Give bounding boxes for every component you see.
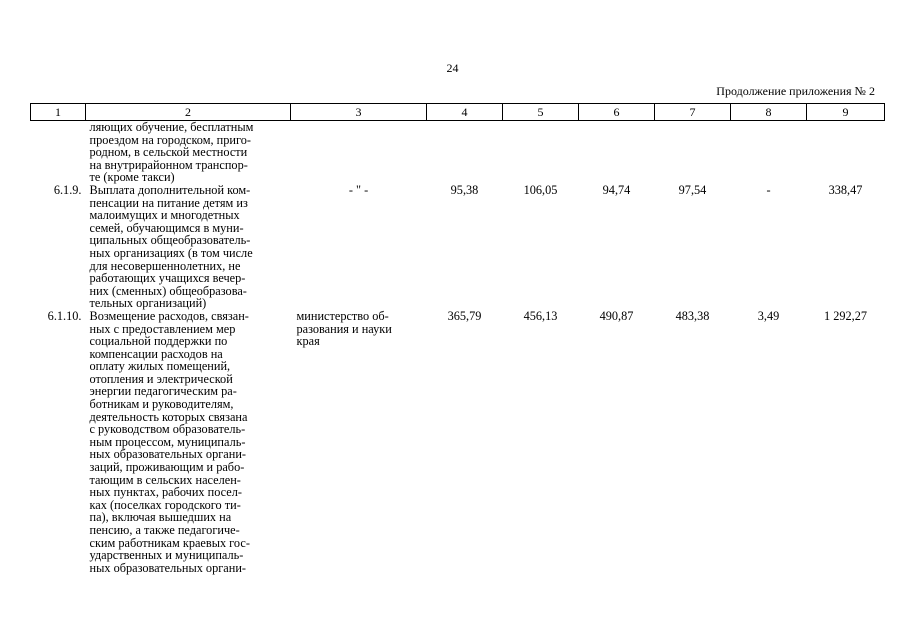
row-name-line: компенсации расходов на <box>89 346 223 361</box>
column-header: 4 <box>427 104 503 121</box>
row-name-line: ных с предоставлением мер <box>89 321 236 336</box>
table-row <box>31 121 885 184</box>
row-value: - <box>766 182 771 197</box>
row-name-line: с руководством образователь- <box>89 422 246 437</box>
table-row <box>31 310 885 574</box>
row-value: 338,47 <box>828 182 863 197</box>
row-executor-line: министерство об- <box>296 308 389 323</box>
column-header: 7 <box>655 104 731 121</box>
row-name <box>86 310 291 574</box>
row-name-line: пенсию, а также педагогиче- <box>89 523 240 537</box>
column-header: 9 <box>807 104 885 121</box>
row-executor <box>291 310 427 574</box>
appendix-table <box>30 103 885 574</box>
row-name-line: отопления и электрической <box>89 371 233 386</box>
column-header: 5 <box>503 104 579 121</box>
row-name-line: ботникам и руководителям, <box>89 397 234 412</box>
row-value <box>503 121 579 184</box>
row-value: 3,49 <box>757 308 780 323</box>
row-value <box>427 121 503 184</box>
row-value <box>579 121 655 184</box>
row-id: 6.1.9. <box>53 182 82 197</box>
row-name-line: тельных организаций) <box>89 296 207 311</box>
row-executor <box>291 121 427 184</box>
row-value: 483,38 <box>675 308 710 323</box>
row-name-line: па), включая вышедших на <box>89 510 232 525</box>
row-name-line: оплату жилых помещений, <box>89 359 231 374</box>
row-value: 365,79 <box>447 308 482 323</box>
row-executor-line: - " - <box>348 182 369 197</box>
column-header: 3 <box>291 104 427 121</box>
row-executor-line: края <box>296 334 320 349</box>
row-name-line: Возмещение расходов, связан- <box>89 308 249 323</box>
row-value <box>731 121 807 184</box>
row-value <box>655 121 731 184</box>
row-name-line: работающих учащихся вечер- <box>89 271 246 286</box>
row-name-line: ским работникам краевых гос- <box>89 535 250 550</box>
row-value: 1 292,27 <box>823 308 868 323</box>
row-name-line: ударственных и муниципаль- <box>89 548 244 563</box>
row-name-line: Выплата дополнительной ком- <box>89 182 251 197</box>
row-value: 456,13 <box>523 308 558 323</box>
row-id: 6.1.10. <box>47 308 82 323</box>
column-header: 8 <box>731 104 807 121</box>
row-value: 490,87 <box>599 308 634 323</box>
row-name-line: ных образовательных органи- <box>89 447 246 462</box>
row-name-line: ляющих обучение, бесплатным <box>89 120 254 134</box>
row-name-line: социальной поддержки по <box>89 334 228 349</box>
row-name-line: на внутрирайонном транспор- <box>89 157 248 172</box>
row-name-line: энергии педагогическим ра- <box>89 384 237 399</box>
column-header: 2 <box>86 104 291 121</box>
row-name-line: проездом на городском, приго- <box>89 132 251 147</box>
row-name-line: для несовершеннолетних, не <box>89 258 241 273</box>
row-name-line: ным процессом, муниципаль- <box>89 434 246 449</box>
appendix-continuation-label: Продолжение приложения № 2 <box>716 84 875 98</box>
row-name-line: малоимущих и многодетных <box>89 208 240 223</box>
table-row <box>31 184 885 310</box>
row-name-line: тающим в сельских населен- <box>89 472 241 487</box>
row-value <box>807 121 885 184</box>
row-value: 95,38 <box>450 182 479 197</box>
row-id <box>31 121 86 184</box>
row-name-line: ципальных общеобразователь- <box>89 233 251 248</box>
row-name-line: ках (поселках городского ти- <box>89 497 241 512</box>
column-header: 6 <box>579 104 655 121</box>
row-name-line: те (кроме такси) <box>89 170 175 185</box>
header-row <box>31 104 885 121</box>
row-name-line: ных пунктах, рабочих посел- <box>89 485 242 500</box>
column-header: 1 <box>31 104 86 121</box>
row-value: 97,54 <box>678 182 707 197</box>
row-name-line: деятельность которых связана <box>89 409 248 424</box>
row-name-line: родном, в сельской местности <box>89 145 248 160</box>
row-name <box>86 184 291 310</box>
row-name-line: них (сменных) общеобразова- <box>89 283 247 298</box>
row-name-line: семей, обучающимся в муни- <box>89 220 244 235</box>
row-name <box>86 121 291 184</box>
row-executor-line: разования и науки <box>296 321 392 336</box>
row-value: 106,05 <box>523 182 558 197</box>
row-executor <box>291 184 427 310</box>
row-name-line: пенсации на питание детям из <box>89 195 248 210</box>
page-number: 24 <box>446 61 459 75</box>
row-value: 94,74 <box>602 182 631 197</box>
row-name-line: заций, проживающим и рабо- <box>89 460 245 475</box>
row-name-line: ных организациях (в том числе <box>89 245 253 260</box>
row-name-line: ных образовательных органи- <box>89 560 246 575</box>
